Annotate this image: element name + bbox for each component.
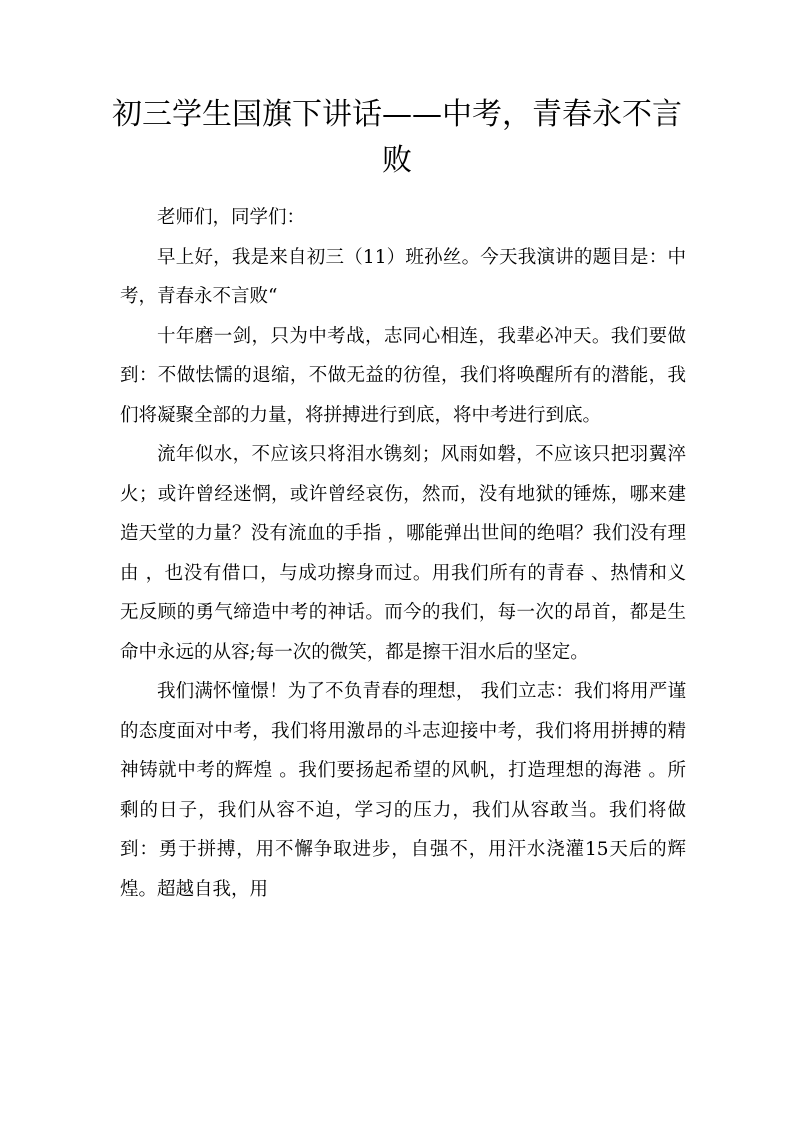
paragraph-pledge: 我们满怀憧憬！为了不负青春的理想， 我们立志：我们将用严谨的态度面对中考，我们将用激昂的斗志迎接中考，我们将用拼搏的精神铸就中考的辉煌 。我们要扬起希望的风帆，打造理想的海港 。所剩的日子，我们从容不迫，学习的压力，我们从容敢当。我们将做到：勇于拼搏，用不懈争取进步，自强不，用汗水浇灌15天后的辉煌。超越自我，用 xyxy=(120,681,686,900)
paragraph-youth: 流年似水，不应该只将泪水镌刻；风雨如磐，不应该只把羽翼淬火；或许曾经迷惘，或许曾经哀伤，然而，没有地狱的锤炼，哪来建造天堂的力量？没有流血的手指 ，哪能弹出世间的绝唱？我们没有理由 ，也没有借口，与成功擦身而过。用我们所有的青春 、热情和义无反顾的勇气缔造中考的神话。而今的我们，每一次的昂首，都是生命中永远的从容;每一次的微笑，都是擦干泪水后的坚定。 xyxy=(120,444,686,663)
paragraph-resolve: 十年磨一剑，只为中考战，志同心相连，我辈必冲天。我们要做到：不做怯懦的退缩，不做无益的彷徨，我们将唤醒所有的潜能，我们将凝聚全部的力量，将拼搏进行到底，将中考进行到底。 xyxy=(120,325,686,426)
document-body xyxy=(120,198,686,909)
document-title: 初三学生国旗下讲话——中考，青春永不言败 xyxy=(112,97,682,178)
paragraph-intro: 早上好，我是来自初三（11）班孙丝。今天我演讲的题目是：中考，青春永不言败“ xyxy=(120,246,686,307)
paragraph-greeting: 老师们，同学们： xyxy=(157,207,306,228)
